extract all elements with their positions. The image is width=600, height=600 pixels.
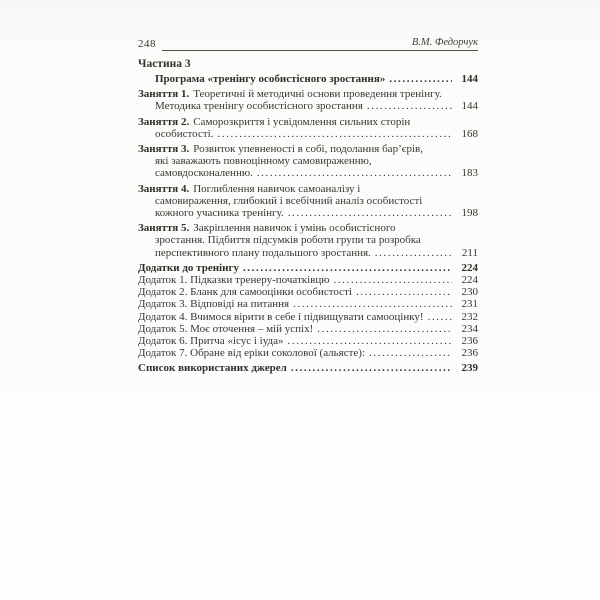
toc-page-number: 168 <box>461 127 478 140</box>
toc-page-number: 239 <box>461 362 478 375</box>
toc-entry-lesson-3 <box>138 143 478 180</box>
toc-page-number: 224 <box>461 274 478 287</box>
toc-line <box>138 128 478 140</box>
toc-entry-text: Закріплення навичок і умінь особистісного <box>193 222 396 235</box>
toc-line <box>138 73 478 85</box>
toc-line <box>138 222 478 234</box>
toc-entry-text: які заважають повноцінному самовираженню, <box>155 155 372 168</box>
toc-entry-text: самовдосконаленню. <box>155 167 253 180</box>
toc-entry-appendix-1 <box>138 274 478 286</box>
toc-entry-text: особистості. <box>155 127 214 140</box>
toc-page-number: 230 <box>461 286 478 299</box>
toc-page-number: 144 <box>461 73 478 85</box>
dot-leader <box>317 323 452 335</box>
toc-line <box>138 155 478 167</box>
toc-line <box>138 298 478 310</box>
running-title: В.М. Федорчук <box>411 37 478 48</box>
toc-entry-text: Додаток 5. Моє оточення – мій успіх! <box>138 322 314 335</box>
toc-entries <box>138 73 478 375</box>
toc-entry-appendix-7 <box>138 347 478 359</box>
dot-leader <box>257 167 452 179</box>
dot-leader <box>243 262 452 274</box>
dot-leader <box>217 128 452 140</box>
toc-line <box>138 323 478 335</box>
toc-entry-appendix-4 <box>138 311 478 323</box>
toc-entry-text: Додаток 2. Бланк для самооцінки особистості <box>138 286 352 299</box>
table-of-contents <box>138 58 478 375</box>
toc-page-number: 144 <box>461 100 478 113</box>
toc-entry-label: Заняття 1. <box>138 88 190 101</box>
toc-entry-appendix-3 <box>138 298 478 310</box>
toc-page-number: 231 <box>461 298 478 311</box>
toc-entry-text: Список використаних джерел <box>138 362 287 375</box>
toc-entry-text: Додаток 4. Вчимося вірити в себе і підвищувати самооцінку! <box>138 310 424 323</box>
toc-entry-text: перспективного плану подальшого зростання. <box>155 246 371 259</box>
dot-leader <box>369 347 452 359</box>
toc-entry-text: Теоретичні й методичні основи проведення тренінгу. <box>193 88 442 101</box>
toc-line <box>138 335 478 347</box>
toc-entry-text: Поглиблення навичок самоаналізу і <box>193 182 361 195</box>
toc-line <box>138 234 478 246</box>
toc-line <box>138 88 478 100</box>
dot-leader <box>288 207 452 219</box>
toc-entry-text: Розвиток упевненості в собі, подолання бар’єрів, <box>193 143 423 156</box>
toc-entry-lesson-4 <box>138 183 478 220</box>
toc-entry-text: Додаток 6. Притча «ісус і іуда» <box>138 335 284 348</box>
toc-entry-lesson-2 <box>138 116 478 140</box>
dot-leader <box>333 274 452 286</box>
toc-line <box>138 167 478 179</box>
toc-entry-text: Додаток 7. Обране від еріки соколової (альясте): <box>138 347 366 360</box>
toc-line <box>138 207 478 219</box>
toc-entry-appendix-6 <box>138 335 478 347</box>
toc-line <box>138 195 478 207</box>
dot-leader <box>356 286 452 298</box>
toc-line <box>138 262 478 274</box>
folio-page-number: 248 <box>138 38 156 50</box>
dot-leader <box>389 73 452 85</box>
dot-leader <box>367 100 452 112</box>
toc-page-number: 198 <box>461 207 478 220</box>
toc-line <box>138 286 478 298</box>
toc-page-number: 234 <box>461 322 478 335</box>
toc-entry-text: кожного учасника тренінгу. <box>155 207 284 220</box>
toc-entry-text: Методика тренінгу особистісного зростання <box>155 100 363 113</box>
toc-entry-text: Програма «тренінгу особистісного зростання» <box>155 73 386 85</box>
toc-entry-appendix-5 <box>138 323 478 335</box>
toc-entry-label: Заняття 2. <box>138 115 190 128</box>
dot-leader <box>288 335 452 347</box>
dot-leader <box>291 362 452 374</box>
toc-line <box>138 100 478 112</box>
toc-entry-lesson-5 <box>138 222 478 259</box>
toc-page-number: 236 <box>461 335 478 348</box>
toc-entry-appendices-heading <box>138 262 478 274</box>
toc-entry-program <box>138 73 478 85</box>
toc-line <box>138 274 478 286</box>
toc-entry-label: Заняття 5. <box>138 222 190 235</box>
toc-page-number: 224 <box>461 261 478 274</box>
toc-entry-references <box>138 362 478 374</box>
toc-entry-lesson-1 <box>138 88 478 112</box>
part-heading: Частина 3 <box>138 58 191 70</box>
toc-page-number: 183 <box>461 167 478 180</box>
dot-leader <box>428 311 452 323</box>
toc-entry-text: Саморозкриття і усвідомлення сильних сторін <box>193 115 411 128</box>
toc-line <box>138 247 478 259</box>
toc-page-number: 211 <box>461 246 478 259</box>
running-header <box>138 36 478 51</box>
toc-entry-text: зростання. Підбиття підсумків роботи групи та розробка <box>155 234 421 247</box>
toc-line <box>138 116 478 128</box>
toc-entry-text: самовираження, глибокий і всебічний аналіз особистості <box>155 194 423 207</box>
toc-entry-text: Додаток 3. Відповіді на питання <box>138 298 290 311</box>
toc-line <box>138 347 478 359</box>
toc-line <box>138 311 478 323</box>
toc-entry-appendix-2 <box>138 286 478 298</box>
toc-entry-text: Додатки до тренінгу <box>138 261 239 274</box>
toc-entry-text: Додаток 1. Підказки тренеру-початківцю <box>138 274 330 287</box>
header-rule <box>162 36 478 51</box>
toc-page-number: 236 <box>461 347 478 360</box>
toc-page-number: 232 <box>461 310 478 323</box>
toc-entry-label: Заняття 4. <box>138 182 190 195</box>
toc-line <box>138 183 478 195</box>
toc-entry-label: Заняття 3. <box>138 143 190 156</box>
dot-leader <box>293 298 452 310</box>
toc-line <box>138 362 478 374</box>
toc-line <box>138 143 478 155</box>
dot-leader <box>375 247 452 259</box>
